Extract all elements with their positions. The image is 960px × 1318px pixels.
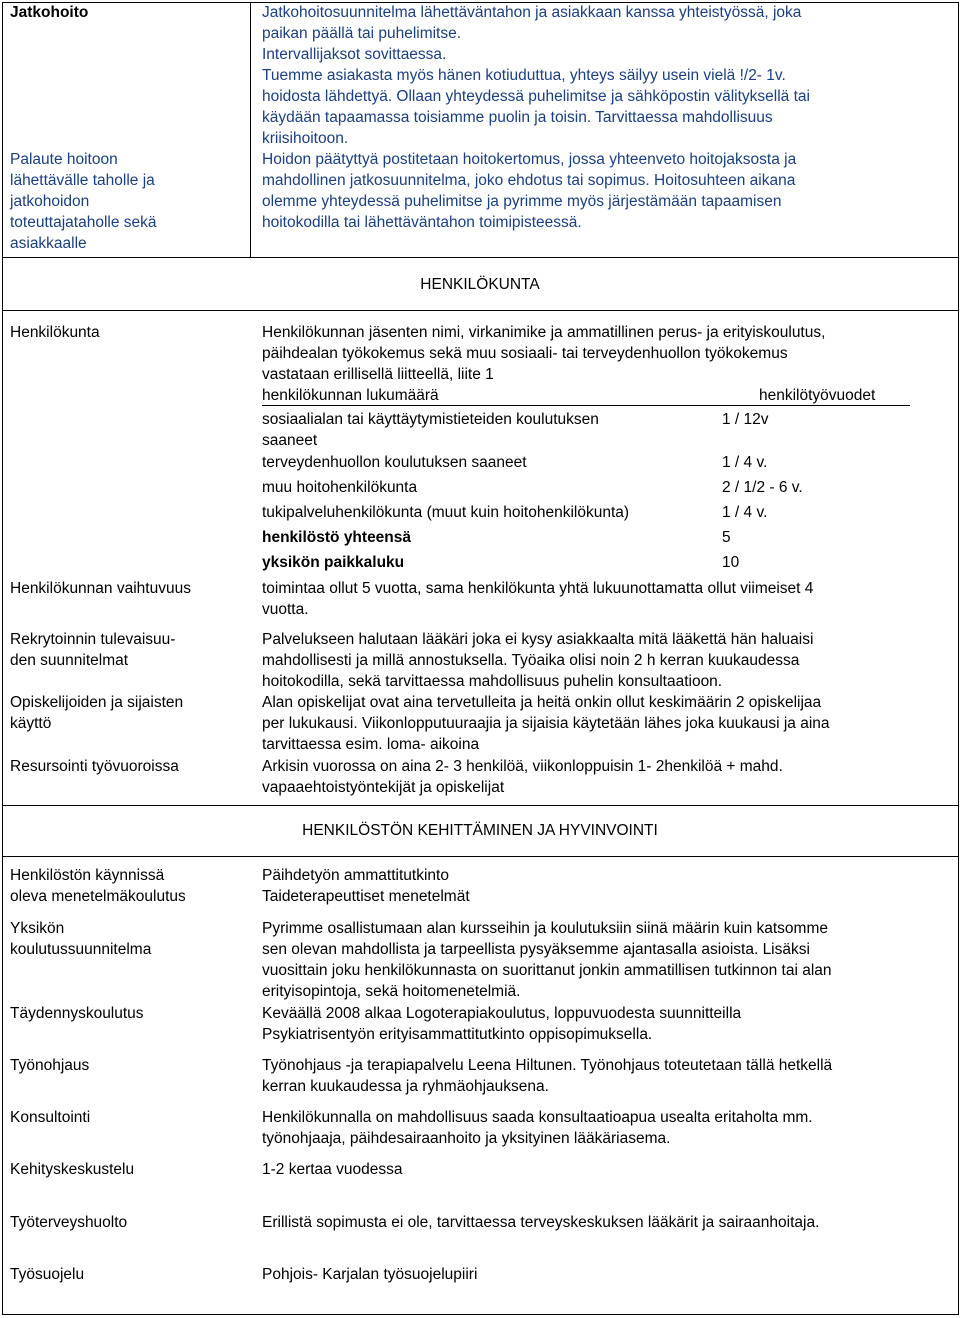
- kehitys-row-text: Erillistä sopimusta ei ole, tarvittaessa terveyskeskuksen lääkärit ja sairaanhoitaja.: [262, 1214, 820, 1231]
- table-border-bottom: [2, 1314, 958, 1315]
- section-heading-kehittaminen: HENKILÖSTÖN KEHITTÄMINEN JA HYVINVOINTI: [302, 822, 658, 839]
- staff-row-value: 2 / 1/2 - 6 v.: [722, 479, 803, 496]
- table-border-right: [958, 2, 959, 1315]
- staff-header-count: henkilökunnan lukumäärä: [262, 387, 439, 404]
- table-divider: [2, 805, 958, 806]
- staff-row: muu hoitohenkilökunta: [262, 479, 418, 496]
- kehitys-row-text: Keväällä 2008 alkaa Logoterapiakoulutus, loppuvuodesta suunnitteilla Psykiatrisentyön erityisammattitutkinto oppisopimuksella.: [262, 1005, 742, 1043]
- kehitys-row-text: Henkilökunnalla on mahdollisuus saada konsultaatioapua usealta eritaholta mm. työnohjaaja, päihdesairaanhoito ja yksityinen lääkäriasema.: [262, 1109, 813, 1147]
- column-divider: [250, 2, 251, 258]
- rekry-text: Palvelukseen halutaan lääkäri joka ei kysy asiakkaalta mitä lääkettä hän haluaisi mahdollisesti ja millä annostuksella. Työaika olisi noin 2 h kerran kuukaudessa hoitokodilla, sekä tarvittaessa mahdollisuus puhelin konsultaatioon.: [262, 631, 814, 690]
- staff-row-value: 1 / 4 v.: [722, 454, 768, 471]
- henkilokunta-intro: Henkilökunnan jäsenten nimi, virkanimike ja ammatillinen perus- ja erityiskoulutus, päihdealan työkokemus sekä muu sosiaali- tai terveydenhuollon työkokemus vastataan erillisellä liitteellä, liite 1: [262, 324, 826, 383]
- kehitys-row-label: Henkilöstön käynnissä oleva menetelmäkoulutus: [10, 867, 186, 905]
- resurs-text: Arkisin vuorossa on aina 2- 3 henkilöä, viikonloppuisin 1- 2henkilöä + mahd. vapaaehtoistyöntekijät ja opiskelijat: [262, 758, 783, 796]
- kehitys-row-text: Pyrimme osallistumaan alan kursseihin ja koulutuksiin siinä määrin kuin katsomme sen olevan mahdollista ja tarpeellista pysyäksemme ajantasalla asioista. Lisäksi vuosittain joku henkilökunnasta on suorittanut jonkin ammatillisen tutkinnon tai alan erityisopintoja, sekä hoitomenetelmiä.: [262, 920, 832, 1000]
- opisk-label: Opiskelijoiden ja sijaisten käyttö: [10, 694, 184, 732]
- staff-row: sosiaalialan tai käyttäytymistieteiden koulutuksen saaneet: [262, 411, 599, 449]
- kehitys-row-label: Työnohjaus: [10, 1057, 90, 1074]
- staff-row-value: 1 / 12v: [722, 411, 769, 428]
- staff-total-label: henkilöstö yhteensä: [262, 529, 412, 546]
- staff-total-value: 5: [722, 529, 731, 546]
- kehitys-row-label: Yksikön koulutussuunnitelma: [10, 920, 152, 958]
- table-divider: [2, 856, 958, 857]
- vaihtuvuus-label: Henkilökunnan vaihtuvuus: [10, 580, 191, 597]
- places-label: yksikön paikkaluku: [262, 554, 405, 571]
- kehitys-row-text: Työnohjaus -ja terapiapalvelu Leena Hiltunen. Työnohjaus toteutetaan tällä hetkellä kerran kuukaudessa ja ryhmäohjauksena.: [262, 1057, 833, 1095]
- rekry-label: Rekrytoinnin tulevaisuu- den suunnitelmat: [10, 631, 176, 669]
- section-heading-henkilokunta: HENKILÖKUNTA: [420, 276, 540, 293]
- staff-header-years: henkilötyövuodet: [759, 387, 876, 404]
- kehitys-row-text: Pohjois- Karjalan työsuojelupiiri: [262, 1266, 478, 1283]
- kehitys-row-label: Kehityskeskustelu: [10, 1161, 135, 1178]
- kehitys-row-label: Työterveyshuolto: [10, 1214, 128, 1231]
- kehitys-row-label: Konsultointi: [10, 1109, 91, 1126]
- palaute-text: Hoidon päätyttyä postitetaan hoitokertomus, jossa yhteenveto hoitojaksosta ja mahdollinen jatkosuunnitelma, joko ehdotus tai sopimus. Hoitosuhteen aikana olemme yhteydessä puhelimitse ja pyrimme myös järjestämään tapaamisen hoitokodilla tai lähettäväntahon toimipisteessä.: [262, 151, 797, 231]
- resurs-label: Resursointi työvuoroissa: [10, 758, 179, 775]
- places-value: 10: [722, 554, 740, 571]
- table-border-left: [2, 2, 3, 1315]
- staff-header-rule: [262, 405, 910, 406]
- opisk-text: Alan opiskelijat ovat aina tervetulleita ja heitä onkin ollut keskimäärin 2 opiskelijaa per lukukausi. Viikonlopputuuraajia ja sijaisia käytetään lähes joka kuukausi ja aina tarvittaessa esim. loma- aikoina: [262, 694, 830, 753]
- staff-row: terveydenhuollon koulutuksen saaneet: [262, 454, 527, 471]
- kehitys-row-text: 1-2 kertaa vuodessa: [262, 1161, 403, 1178]
- staff-row: tukipalveluhenkilökunta (muut kuin hoitohenkilökunta): [262, 504, 630, 521]
- kehitys-row-label: Työsuojelu: [10, 1266, 85, 1283]
- staff-row-value: 1 / 4 v.: [722, 504, 768, 521]
- jatkohoito-text: Jatkohoitosuunnitelma lähettäväntahon ja asiakkaan kanssa yhteistyössä, joka paikan päällä tai puhelimitse. Intervallijaksot sovittaessa. Tuemme asiakasta myös hänen kotiuduttua, yhteys säilyy usein vielä !/2- 1v. hoidosta lähdettyä. Ollaan yhteydessä puhelimitse ja sähköpostin välityksellä tai käydään tapaamassa toisiamme puolin ja toisin. Tarvittaessa mahdollisuus kriisihoitoon.: [262, 4, 810, 147]
- table-divider: [2, 257, 958, 258]
- vaihtuvuus-text: toimintaa ollut 5 vuotta, sama henkilökunta yhtä lukuunottamatta ollut viimeiset 4 vuotta.: [262, 580, 814, 618]
- kehitys-row-label: Täydennyskoulutus: [10, 1005, 144, 1022]
- palaute-label: Palaute hoitoon lähettävälle taholle ja jatkohoidon toteuttajataholle sekä asiakkaalle: [10, 151, 157, 252]
- jatkohoito-label: Jatkohoito: [10, 4, 89, 21]
- table-divider: [2, 310, 958, 311]
- kehitys-row-text: Päihdetyön ammattitutkinto Taideterapeuttiset menetelmät: [262, 867, 470, 905]
- henkilokunta-label: Henkilökunta: [10, 324, 100, 341]
